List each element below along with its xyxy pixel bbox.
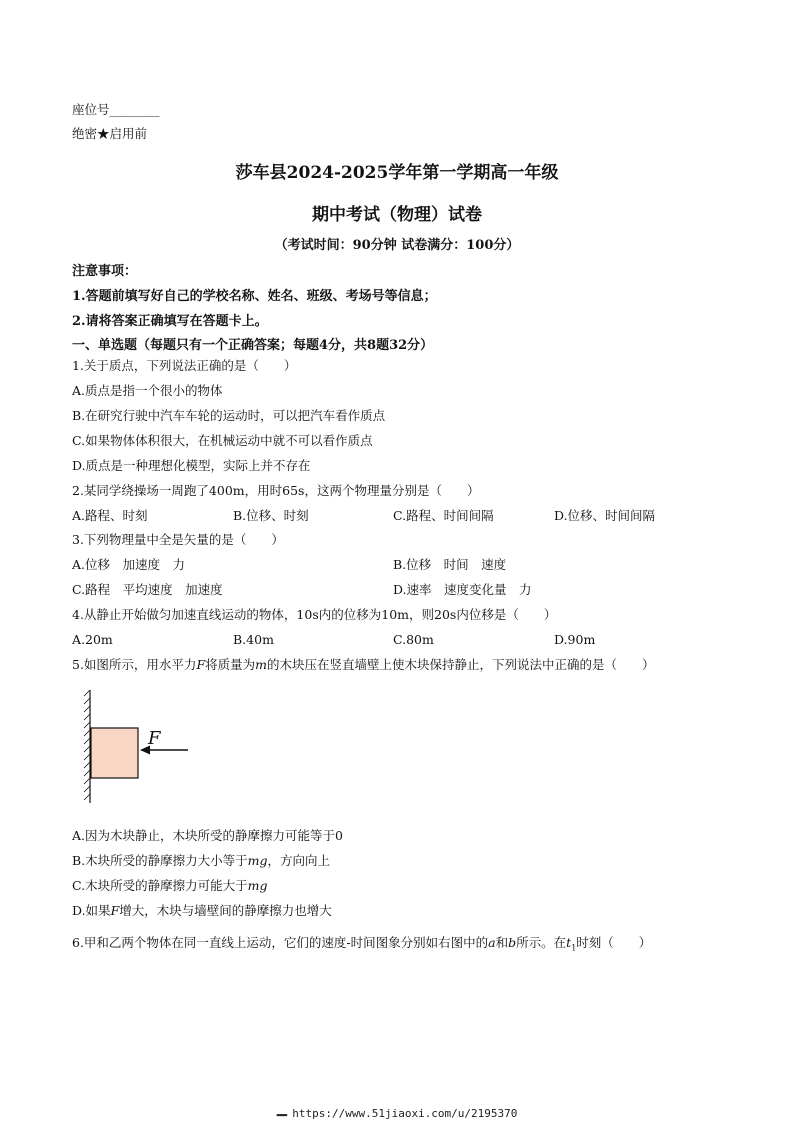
exam-subtitle: 期中考试（物理）试卷 [312, 205, 482, 225]
question-6-stem-pre: 6.甲和乙两个物体在同一直线上运动，它们的速度-时间图象分别如右图中的 [72, 935, 489, 950]
notes-heading: 注意事项： [72, 264, 138, 279]
question-3-option-b: B.位移 时间 速度 [393, 557, 507, 572]
section-heading: 一、单选题（每题只有一个正确答案；每题4分，共8题32分） [72, 338, 434, 353]
question-4-option-d: D.90m [554, 632, 596, 647]
question-6-var-t-sub: 1 [571, 943, 577, 953]
seat-number-label: 座位号________ [72, 102, 160, 117]
force-label: F [148, 728, 161, 749]
question-5-option-c [72, 878, 267, 894]
question-5-var-f: F [196, 657, 206, 672]
exam-info: （考试时间：90分钟 试卷满分：100分） [274, 238, 520, 253]
question-5-option-d-post: 增大，木块与墙壁间的静摩擦力也增大 [119, 903, 332, 918]
footer-logo-icon: ▬▬▬ [276, 1111, 287, 1119]
question-5-option-c-var: mg [247, 878, 268, 893]
question-5-option-d-var: F [110, 903, 120, 918]
question-4-option-b: B.40m [233, 632, 274, 647]
wall-block-figure [80, 688, 200, 808]
question-2-option-b: B.位移、时刻 [233, 508, 309, 523]
question-5-option-c-pre: C.木块所受的静摩擦力可能大于 [72, 878, 248, 893]
question-4-option-c: C.80m [393, 632, 434, 647]
question-5-option-a: A.因为木块静止，木块所受的静摩擦力可能等于0 [72, 828, 343, 843]
question-5-stem-post: 的木块压在竖直墙壁上使木块保持静止，下列说法中正确的是（ ） [267, 657, 655, 672]
footer-url[interactable] [0, 1107, 794, 1120]
notes-item-2: 2.请将答案正确填写在答题卡上。 [72, 314, 268, 329]
question-6-mid-2: 所示。在 [516, 935, 567, 950]
question-2-stem: 2.某同学绕操场一周跑了400m，用时65s，这两个物理量分别是（ ） [72, 483, 480, 498]
question-1-stem: 1.关于质点，下列说法正确的是（ ） [72, 358, 297, 373]
wooden-block [91, 728, 138, 778]
question-6-var-b: b [508, 935, 517, 950]
wall-hatching [84, 690, 90, 803]
question-6-stem [72, 935, 651, 957]
question-5-option-b [72, 853, 330, 869]
question-5-stem-pre: 5.如图所示，用水平力 [72, 657, 197, 672]
question-4-stem: 4.从静止开始做匀加速直线运动的物体，10s内的位移为10m，则20s内位移是（ ） [72, 607, 557, 622]
notes-item-1: 1.答题前填写好自己的学校名称、姓名、班级、考场号等信息； [72, 289, 437, 304]
footer-url-text: https://www.51jiaoxi.com/u/2195370 [292, 1107, 518, 1120]
question-5-option-b-post: ，方向向上 [267, 853, 331, 868]
confidential-label: 绝密★启用前 [72, 126, 148, 141]
exam-title: 莎车县2024-2025学年第一学期高一年级 [235, 163, 559, 183]
question-5-option-d-pre: D.如果 [72, 903, 111, 918]
question-1-option-c: C.如果物体体积很大，在机械运动中就不可以看作质点 [72, 433, 373, 448]
question-5-option-b-pre: B.木块所受的静摩擦力大小等于 [72, 853, 248, 868]
question-2-option-c: C.路程、时间间隔 [393, 508, 494, 523]
question-3-option-c: C.路程 平均速度 加速度 [72, 582, 223, 597]
question-4-option-a: A.20m [72, 632, 113, 647]
question-6-var-t: t [566, 935, 572, 950]
question-6-stem-post: 时刻（ ） [576, 935, 652, 950]
question-3-stem: 3.下列物理量中全是矢量的是（ ） [72, 532, 284, 547]
question-2-option-d: D.位移、时间间隔 [554, 508, 656, 523]
question-3-option-d: D.速率 速度变化量 力 [393, 582, 532, 597]
question-3-option-a: A.位移 加速度 力 [72, 557, 186, 572]
question-5-stem-mid: 将质量为 [205, 657, 256, 672]
question-1-option-a: A.质点是指一个很小的物体 [72, 383, 223, 398]
question-6-var-a: a [488, 935, 496, 950]
question-2-option-a: A.路程、时刻 [72, 508, 148, 523]
question-5-stem [72, 657, 655, 673]
question-1-option-b: B.在研究行驶中汽车车轮的运动时，可以把汽车看作质点 [72, 408, 386, 423]
question-5-option-b-var: mg [247, 853, 268, 868]
question-5-var-m: m [255, 657, 267, 672]
question-5-option-d [72, 903, 332, 919]
question-6-mid-1: 和 [495, 935, 509, 950]
question-1-option-d: D.质点是一种理想化模型，实际上并不存在 [72, 458, 311, 473]
